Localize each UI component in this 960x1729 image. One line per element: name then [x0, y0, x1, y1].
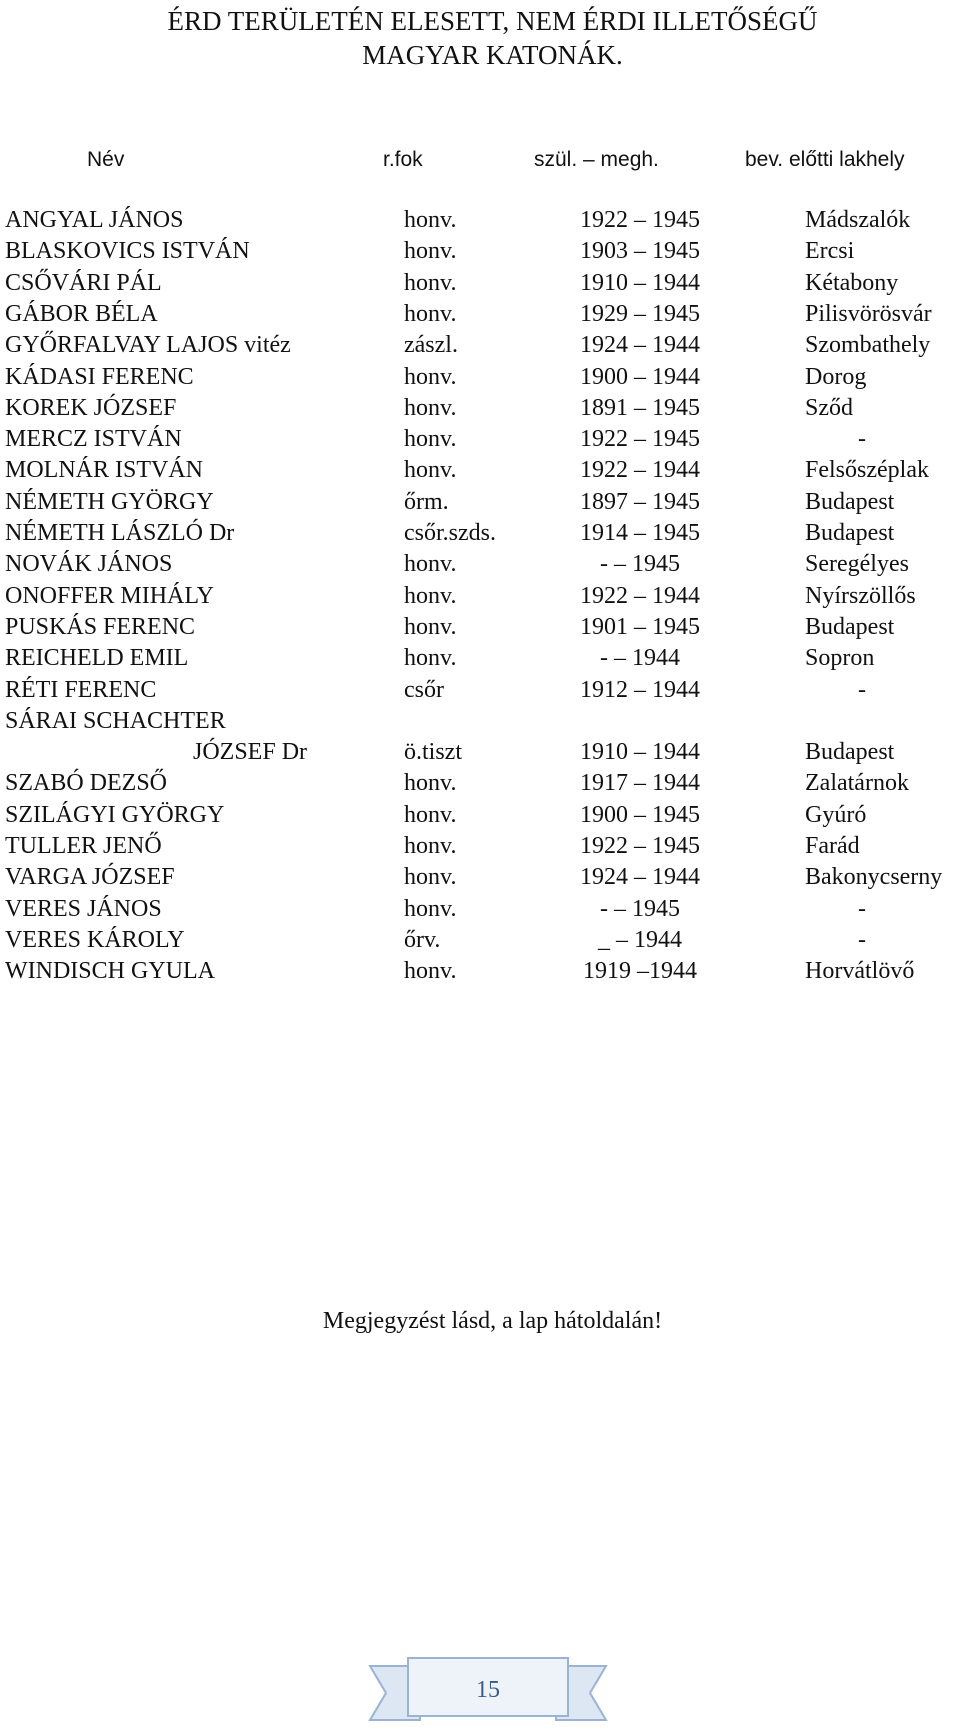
- cell-years: 1900 – 1944: [580, 363, 700, 390]
- cell-rank: honv.: [404, 958, 457, 985]
- cell-rank: honv.: [404, 582, 457, 609]
- cell-name: NÉMETH GYÖRGY: [5, 488, 214, 515]
- cell-residence: Ercsi: [805, 238, 855, 265]
- cell-years: - – 1945: [600, 895, 680, 922]
- cell-years: 1910 – 1944: [580, 269, 700, 296]
- cell-residence: Budapest: [805, 739, 895, 766]
- table-row: [0, 831, 960, 862]
- cell-residence: Szombathely: [805, 332, 931, 359]
- cell-residence: Zalatárnok: [805, 770, 909, 797]
- table-row: [0, 424, 960, 455]
- table-row: [0, 643, 960, 674]
- cell-name: REICHELD EMIL: [5, 645, 189, 672]
- cell-years: 1914 – 1945: [580, 520, 700, 546]
- cell-residence: -: [858, 926, 866, 953]
- cell-residence: Horvátlövő: [805, 958, 915, 985]
- cell-name: TULLER JENŐ: [5, 833, 162, 859]
- cell-rank: honv.: [404, 864, 457, 891]
- table-row: [0, 894, 960, 925]
- cell-years: 1922 – 1945: [580, 426, 700, 453]
- cell-years: 1922 – 1944: [580, 582, 700, 609]
- cell-rank: honv.: [404, 645, 457, 672]
- cell-years: - – 1944: [600, 645, 680, 672]
- cell-rank: honv.: [404, 613, 457, 640]
- cell-rank: honv.: [404, 770, 457, 797]
- cell-years: 1900 – 1945: [580, 801, 700, 828]
- table-row: [0, 268, 960, 299]
- cell-rank: honv.: [404, 394, 457, 421]
- cell-name: RÉTI FERENC: [5, 676, 157, 703]
- cell-residence: -: [858, 895, 866, 922]
- cell-rank: honv.: [404, 801, 457, 828]
- table-row: [0, 549, 960, 580]
- cell-residence: Felsőszéplak: [805, 457, 929, 484]
- table-row: [0, 205, 960, 236]
- cell-years: 1929 – 1945: [580, 300, 700, 327]
- cell-years: 1901 – 1945: [580, 613, 700, 640]
- cell-rank: honv.: [404, 426, 457, 453]
- cell-residence: Bakonycserny: [805, 864, 943, 891]
- cell-name: KOREK JÓZSEF: [5, 394, 177, 421]
- cell-years: 1922 – 1945: [580, 833, 700, 859]
- cell-years: _ – 1944: [598, 926, 682, 953]
- table-row: [0, 581, 960, 612]
- cell-rank: honv.: [404, 269, 457, 296]
- cell-residence: Kétabony: [805, 269, 899, 296]
- cell-rank: honv.: [404, 551, 457, 578]
- cell-name: SÁRAI SCHACHTER: [5, 707, 226, 734]
- cell-name: PUSKÁS FERENC: [5, 613, 196, 640]
- table-row: [0, 768, 960, 799]
- table-row: [0, 393, 960, 424]
- cell-residence: Farád: [805, 833, 860, 859]
- cell-rank: honv.: [404, 457, 457, 484]
- cell-years: 1924 – 1944: [580, 864, 700, 891]
- cell-years: 1922 – 1945: [580, 207, 700, 233]
- table-row: [0, 925, 960, 956]
- cell-residence: Budapest: [805, 488, 895, 515]
- cell-residence: Sopron: [805, 645, 875, 672]
- cell-residence: -: [858, 676, 866, 703]
- cell-residence: Dorog: [805, 363, 867, 390]
- table-row: [0, 800, 960, 831]
- cell-rank: csőr.szds.: [404, 520, 496, 546]
- cell-name: VARGA JÓZSEF: [5, 864, 175, 891]
- cell-name: MERCZ ISTVÁN: [5, 426, 182, 453]
- cell-years: 1924 – 1944: [580, 332, 700, 359]
- cell-residence: Pilisvörösvár: [805, 300, 932, 327]
- table-row: [0, 518, 960, 549]
- cell-residence: Mádszalók: [805, 207, 911, 233]
- cell-name: GÁBOR BÉLA: [5, 300, 158, 327]
- table-row: [0, 862, 960, 893]
- page-title-line-1: ÉRD TERÜLETÉN ELESETT, NEM ÉRDI ILLETŐSÉGŰ: [167, 6, 818, 36]
- cell-residence: Budapest: [805, 613, 895, 640]
- page-number-banner: [368, 1656, 608, 1724]
- cell-name: JÓZSEF Dr: [193, 739, 308, 766]
- cell-rank: zászl.: [404, 332, 458, 359]
- cell-residence: Budapest: [805, 520, 895, 546]
- cell-rank: őrm.: [404, 488, 449, 515]
- cell-name: SZABÓ DEZSŐ: [5, 770, 168, 797]
- cell-name: NÉMETH LÁSZLÓ Dr: [5, 520, 235, 546]
- cell-name: KÁDASI FERENC: [5, 363, 194, 390]
- cell-rank: honv.: [404, 300, 457, 327]
- page-number: 15: [476, 1677, 500, 1703]
- cell-residence: Nyírszöllős: [805, 582, 916, 609]
- cell-rank: őrv.: [404, 926, 441, 953]
- cell-rank: honv.: [404, 238, 457, 265]
- table-row: [0, 330, 960, 361]
- cell-name: SZILÁGYI GYÖRGY: [5, 801, 225, 828]
- table-row: [0, 362, 960, 393]
- cell-residence: -: [858, 426, 866, 453]
- page-title-line-2: MAGYAR KATONÁK.: [362, 40, 623, 70]
- cell-residence: Sződ: [805, 394, 853, 421]
- cell-name: GYŐRFALVAY LAJOS vitéz: [5, 332, 291, 359]
- table-row: [0, 737, 960, 768]
- cell-rank: honv.: [404, 833, 457, 859]
- cell-name: VERES JÁNOS: [5, 895, 162, 922]
- header-years: szül. – megh.: [534, 148, 659, 171]
- cell-name: VERES KÁROLY: [5, 926, 185, 953]
- cell-years: 1910 – 1944: [580, 739, 700, 766]
- cell-years: 1919 –1944: [583, 958, 697, 985]
- cell-years: 1922 – 1944: [580, 457, 700, 484]
- cell-name: ONOFFER MIHÁLY: [5, 582, 214, 609]
- table-row: [0, 455, 960, 486]
- header-rank: r.fok: [383, 148, 423, 171]
- cell-name: ANGYAL JÁNOS: [5, 207, 184, 233]
- cell-name: WINDISCH GYULA: [5, 958, 215, 985]
- cell-years: 1917 – 1944: [580, 770, 700, 797]
- table-row: [0, 487, 960, 518]
- table-row: [0, 956, 960, 987]
- cell-years: 1897 – 1945: [580, 488, 700, 515]
- cell-residence: Gyúró: [805, 801, 867, 828]
- table-row: [0, 612, 960, 643]
- cell-years: 1891 – 1945: [580, 394, 700, 421]
- cell-rank: csőr: [404, 676, 444, 703]
- cell-years: - – 1945: [600, 551, 680, 578]
- cell-name: BLASKOVICS ISTVÁN: [5, 238, 250, 265]
- table-row: [0, 236, 960, 267]
- cell-years: 1912 – 1944: [580, 676, 700, 703]
- cell-name: MOLNÁR ISTVÁN: [5, 457, 203, 484]
- cell-name: CSŐVÁRI PÁL: [5, 269, 162, 296]
- cell-rank: honv.: [404, 363, 457, 390]
- footnote: Megjegyzést lásd, a lap hátoldalán!: [322, 1308, 663, 1334]
- cell-years: 1903 – 1945: [580, 238, 700, 265]
- header-residence: bev. előtti lakhely: [745, 148, 905, 171]
- cell-name: NOVÁK JÁNOS: [5, 551, 173, 578]
- cell-rank: honv.: [404, 207, 457, 233]
- cell-rank: ö.tiszt: [404, 739, 462, 766]
- cell-rank: honv.: [404, 895, 457, 922]
- cell-residence: Seregélyes: [805, 551, 909, 578]
- header-name: Név: [87, 148, 125, 171]
- table-row: [0, 706, 960, 737]
- table-row: [0, 675, 960, 706]
- table-row: [0, 299, 960, 330]
